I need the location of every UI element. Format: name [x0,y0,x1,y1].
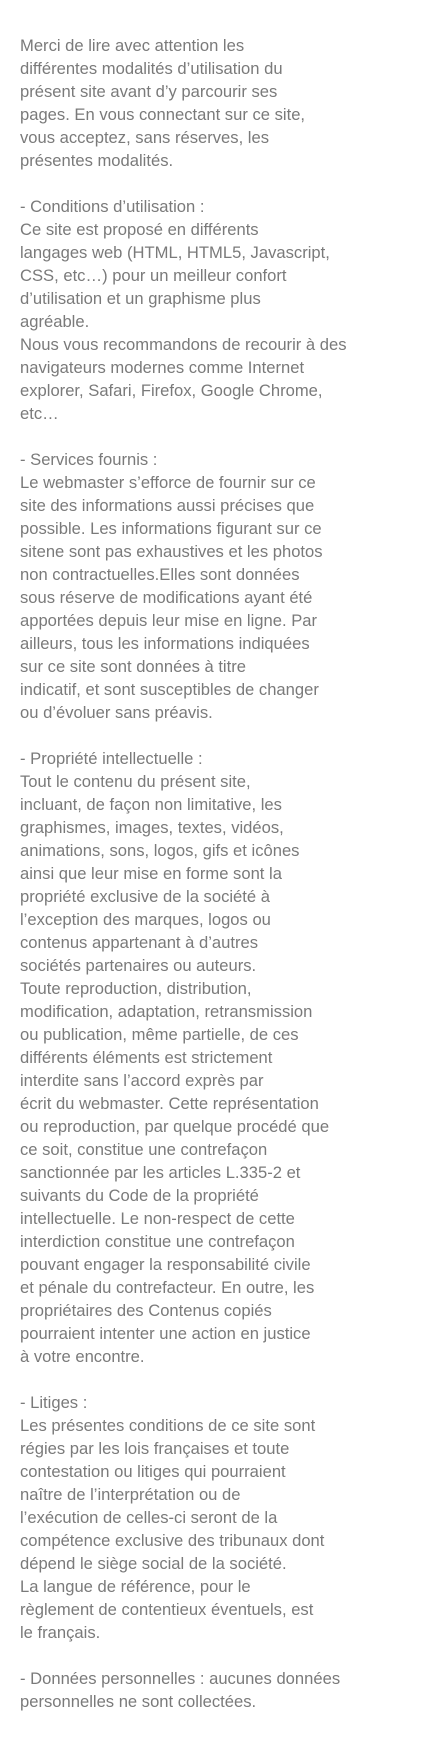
text-line: agréable. [20,312,90,331]
text-line: Nous vous recommandons de recourir à des [20,335,347,354]
text-line: Ce site est proposé en différents [20,220,259,239]
text-line: l’exécution de celles-ci seront de la [20,1508,278,1527]
text-line: langages web (HTML, HTML5, Javascript, [20,243,330,262]
text-line: à votre encontre. [20,1347,145,1366]
text-line: modification, adaptation, retransmission [20,1002,313,1021]
text-line: dépend le siège social de la société. [20,1554,287,1573]
text-line: La langue de référence, pour le [20,1577,251,1596]
text-line: sur ce site sont données à titre [20,657,246,676]
text-line: l’exception des marques, logos ou [20,910,271,929]
text-line: ou publication, même partielle, de ces [20,1025,299,1044]
text-line: sanctionnée par les articles L.335-2 et [20,1163,301,1182]
text-line: ou d’évoluer sans préavis. [20,703,213,722]
text-line: écrit du webmaster. Cette représentation [20,1094,319,1113]
text-line: interdiction constitue une contrefaçon [20,1232,295,1251]
intellectual-property-section [20,747,420,1368]
text-line: - Propriété intellectuelle : [20,749,203,768]
text-line: non contractuelles.Elles sont données [20,565,300,584]
text-line: indicatif, et sont susceptibles de changer [20,680,319,699]
text-line: incluant, de façon non limitative, les [20,795,282,814]
text-line: ce soit, constitue une contrefaçon [20,1140,268,1159]
text-line: propriétaires des Contenus copiés [20,1301,272,1320]
text-line: différentes modalités d’utilisation du [20,59,283,78]
text-line: navigateurs modernes comme Internet [20,358,305,377]
text-line: pouvant engager la responsabilité civile [20,1255,311,1274]
text-line: ailleurs, tous les informations indiquées [20,634,310,653]
legal-text-content [20,34,420,1713]
text-line: possible. Les informations figurant sur ce [20,519,322,538]
text-line: personnelles ne sont collectées. [20,1692,257,1711]
text-line: Les présentes conditions de ce site sont [20,1416,316,1435]
text-line: règlement de contentieux éventuels, est [20,1600,314,1619]
text-line: différents éléments est strictement [20,1048,273,1067]
disputes-section [20,1391,420,1644]
text-line: Merci de lire avec attention les [20,36,245,55]
text-line: contenus appartenant à d’autres [20,933,259,952]
text-line: suivants du Code de la propriété [20,1186,259,1205]
text-line: Le webmaster s’efforce de fournir sur ce [20,473,316,492]
text-line: d’utilisation et un graphisme plus [20,289,261,308]
text-line: Toute reproduction, distribution, [20,979,252,998]
text-line: naître de l’interprétation ou de [20,1485,241,1504]
text-line: régies par les lois françaises et toute [20,1439,290,1458]
text-line: présentes modalités. [20,151,174,170]
text-line: Tout le contenu du présent site, [20,772,251,791]
text-line: graphismes, images, textes, vidéos, [20,818,284,837]
text-line: - Litiges : [20,1393,88,1412]
text-line: le français. [20,1623,101,1642]
text-line: - Données personnelles : aucunes données [20,1669,341,1688]
text-line: - Conditions d’utilisation : [20,197,205,216]
text-line: ainsi que leur mise en forme sont la [20,864,282,883]
text-line: et pénale du contrefacteur. En outre, les [20,1278,315,1297]
text-line: pages. En vous connectant sur ce site, [20,105,306,124]
text-line: ou reproduction, par quelque procédé que [20,1117,330,1136]
text-line: sitene sont pas exhaustives et les photos [20,542,323,561]
text-line: sous réserve de modifications ayant été [20,588,313,607]
text-line: site des informations aussi précises que [20,496,315,515]
services-section [20,448,420,724]
text-line: etc… [20,404,59,423]
text-line: CSS, etc…) pour un meilleur confort [20,266,287,285]
text-line: pourraient intenter une action en justice [20,1324,311,1343]
text-line: apportées depuis leur mise en ligne. Par [20,611,318,630]
text-line: vous acceptez, sans réserves, les [20,128,270,147]
text-line: contestation ou litiges qui pourraient [20,1462,286,1481]
intro-paragraph [20,34,420,172]
text-line: intellectuelle. Le non-respect de cette [20,1209,295,1228]
text-line: animations, sons, logos, gifs et icônes [20,841,300,860]
text-line: explorer, Safari, Firefox, Google Chrome, [20,381,323,400]
text-line: présent site avant d’y parcourir ses [20,82,278,101]
text-line: compétence exclusive des tribunaux dont [20,1531,325,1550]
text-line: - Services fournis : [20,450,158,469]
text-line: sociétés partenaires ou auteurs. [20,956,257,975]
text-line: propriété exclusive de la société à [20,887,270,906]
conditions-section [20,195,420,425]
text-line: interdite sans l’accord exprès par [20,1071,264,1090]
personal-data-section [20,1667,420,1713]
